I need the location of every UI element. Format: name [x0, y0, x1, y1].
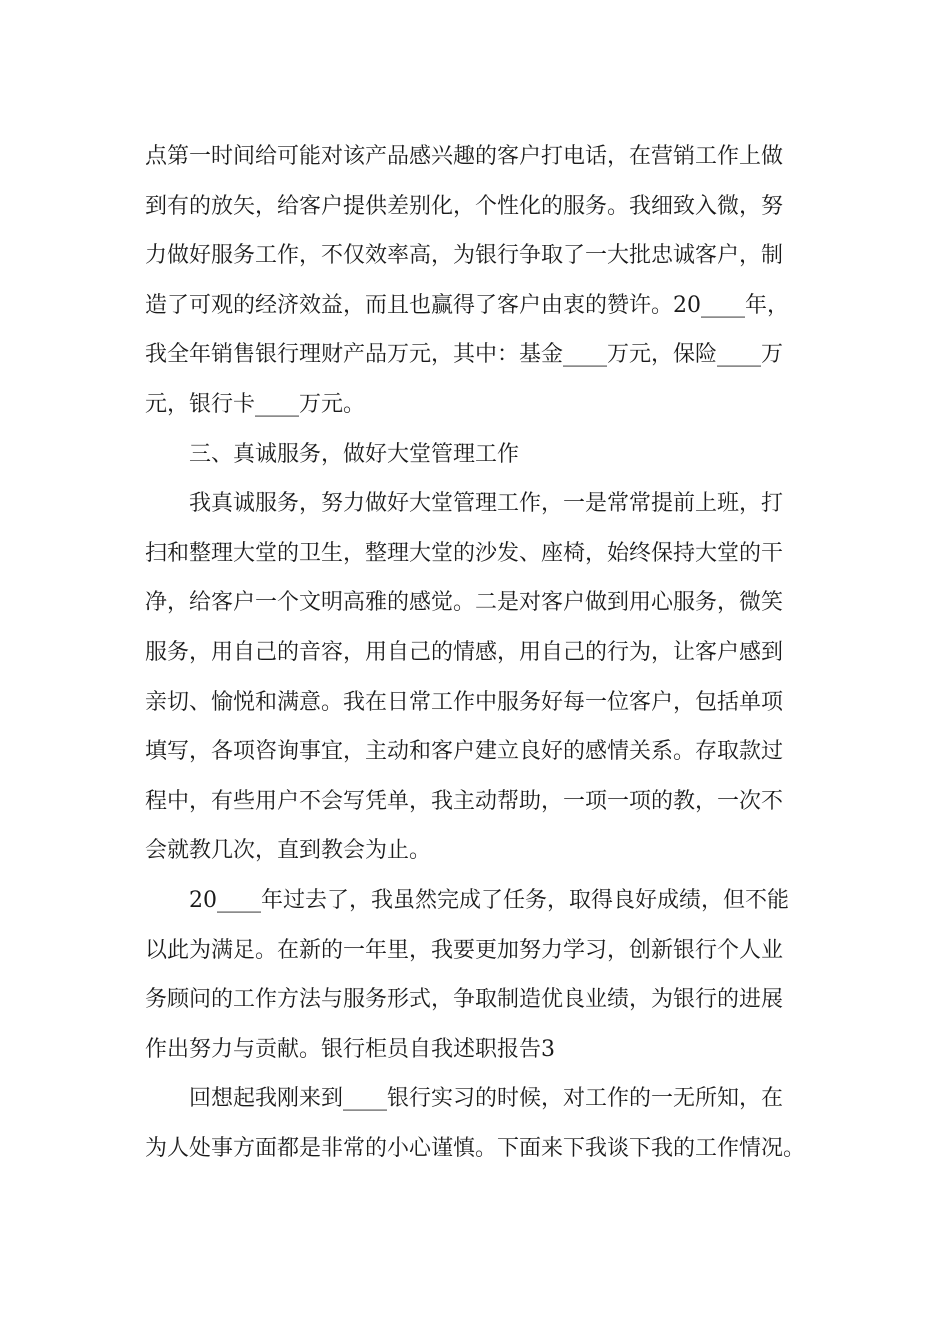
text-line: 为人处事方面都是非常的小心谨慎。下面来下我谈下我的工作情况。 [145, 1135, 806, 1161]
text-line: 务顾问的工作方法与服务形式，争取制造优良业绩，为银行的进展 [145, 987, 784, 1013]
text-line: 净，给客户一个文明高雅的感觉。二是对客户做到用心服务，微笑 [145, 590, 784, 616]
text-line: 以此为满足。在新的一年里，我要更加努力学习，创新银行个人业 [145, 937, 784, 963]
text-line: 造了可观的经济效益，而且也赢得了客户由衷的赞许。20____年， [145, 292, 789, 318]
paragraph-first-line: 回想起我刚来到____银行实习的时候，对工作的一无所知，在 [189, 1086, 784, 1112]
text-line: 作出努力与贡献。银行柜员自我述职报告3 [145, 1036, 555, 1062]
text-line: 力做好服务工作，不仅效率高，为银行争取了一大批忠诚客户，制 [145, 243, 784, 269]
text-line: 元，银行卡____万元。 [145, 391, 366, 417]
document-page [145, 132, 825, 1173]
text-line: 扫和整理大堂的卫生，整理大堂的沙发、座椅，始终保持大堂的干 [145, 540, 784, 566]
text-line: 我全年销售银行理财产品万元，其中：基金____万元，保险____万 [145, 342, 784, 368]
text-line: 程中，有些用户不会写凭单，我主动帮助，一项一项的教，一次不 [145, 788, 784, 814]
text-line: 服务，用自己的音容，用自己的情感，用自己的行为，让客户感到 [145, 639, 784, 665]
text-line: 到有的放矢，给客户提供差别化，个性化的服务。我细致入微，努 [145, 193, 784, 219]
text-line: 填写，各项咨询事宜，主动和客户建立良好的感情关系。存取款过 [145, 739, 784, 765]
text-line: 点第一时间给可能对该产品感兴趣的客户打电话，在营销工作上做 [145, 144, 784, 169]
text-line: 会就教几次，直到教会为止。 [145, 838, 432, 864]
text-line: 亲切、愉悦和满意。我在日常工作中服务好每一位客户，包括单项 [145, 689, 784, 715]
paragraph-first-line: 20____年过去了，我虽然完成了任务，取得良好成绩，但不能 [189, 887, 789, 913]
paragraph-first-line: 我真诚服务，努力做好大堂管理工作，一是常常提前上班，打 [189, 491, 784, 517]
section-heading: 三、真诚服务，做好大堂管理工作 [189, 441, 520, 467]
